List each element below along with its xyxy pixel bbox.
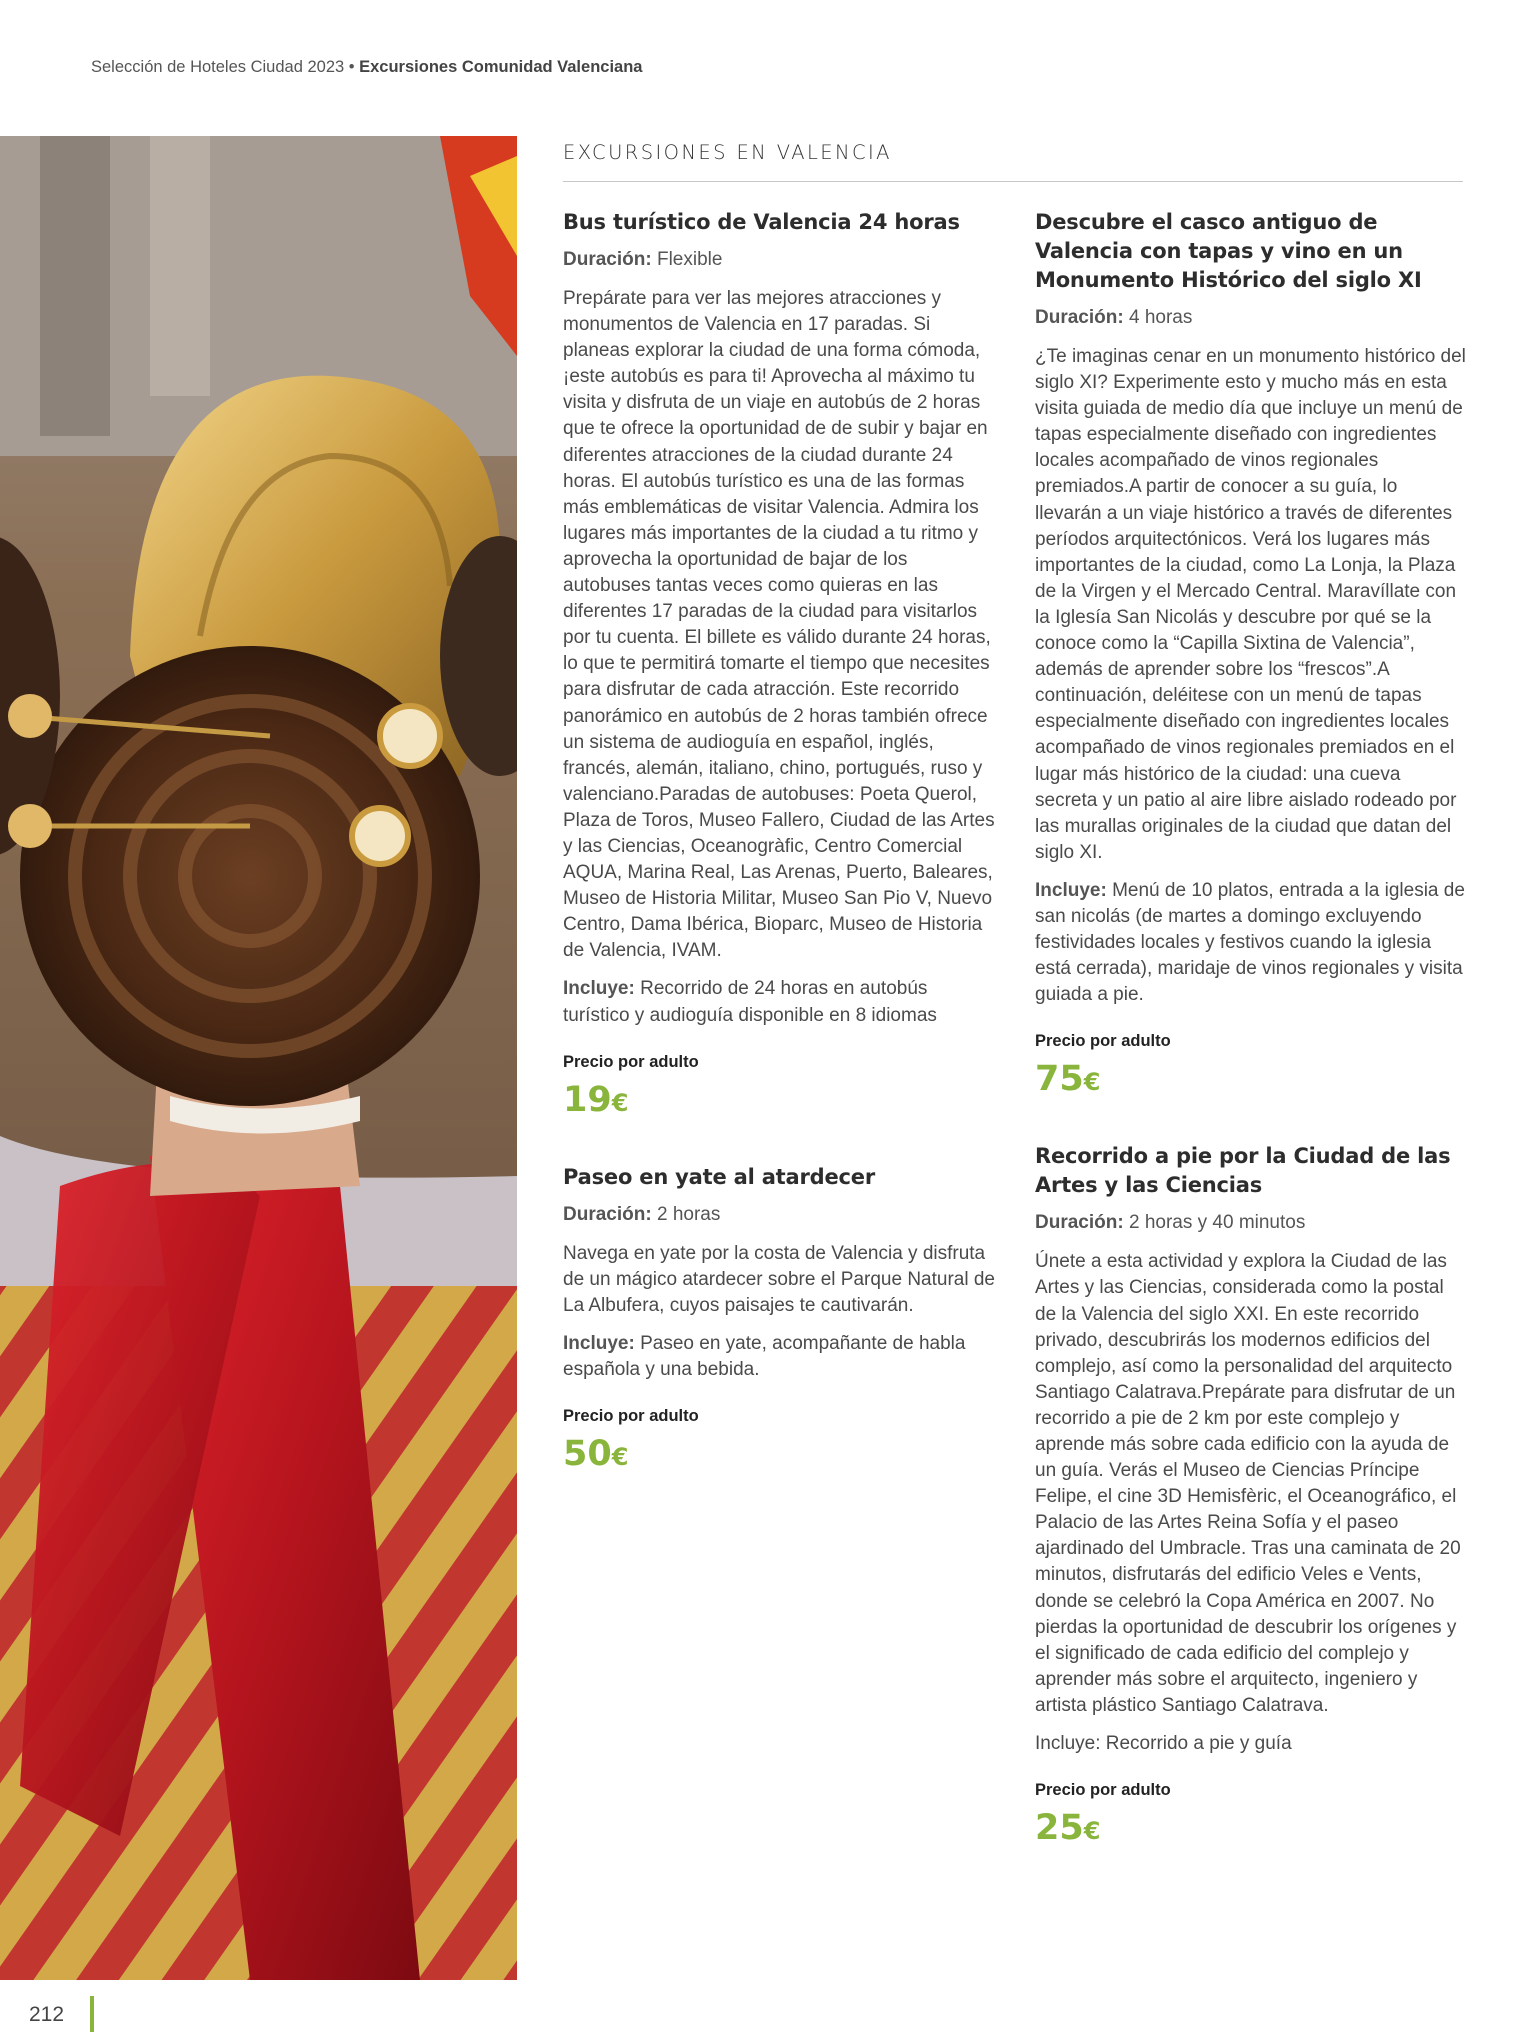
- excursion-duration: Duración: 2 horas: [563, 1203, 721, 1225]
- excursion-duration: Duración: 4 horas: [1035, 307, 1193, 328]
- price: 19€: [563, 1079, 629, 1120]
- price: 75€: [1035, 1059, 1101, 1100]
- excursion-duration: Duración: 2 horas y 40 minutos: [1035, 1212, 1306, 1234]
- excursion-card: [563, 208, 995, 1123]
- excursion-description: ¿Te imaginas cenar en un monumento histórico del siglo XI? Experimente esto y mucho más en esta visita guiada de medio día que incluye un menú de tapas especialmente diseñado con ingredientes locales acompañado de vinos regionales premiados.A partir de conocer a su guía, lo llevarán a un viaje histórico a través de diferentes períodos arquitectónicos. Verá los lugares más importantes de la ciudad, como La Lonja, la Plaza de la Virgen y el Mercado Central. Maravíllate con la Iglesía San Nicolás y descubre por qué se la conoce como la “Capilla Sixtina de Valencia”, además de aprender sobre los “frescos”.A continuación, deléitese con un menú de tapas especialmente diseñado con ingredientes locales acompañado de vinos regionales premiados en el lugar más histórico de la ciudad: una cueva secreta y un patio al aire libre aislado rodeado por las murallas originales de la ciudad que datan del siglo XI.: [1035, 346, 1466, 863]
- price-label: Precio por adulto: [563, 1407, 699, 1426]
- excursion-title: Paseo en yate al atardecer: [563, 1164, 875, 1189]
- excursion-description: Prepárate para ver las mejores atracciones y monumentos de Valencia en 17 paradas. Si planeas explorar la ciudad de una forma cómoda, ¡este autobús es para ti! Aprovecha al máximo tu visita y disfruta de un viaje en autobús de 2 horas que te ofrece la oportunidad de de subir y bajar en diferentes atracciones de la ciudad durante 24 horas. El autobús turístico es una de las formas más emblemáticas de visitar Valencia. Admira los lugares más importantes de la ciudad a tu ritmo y aprovecha la oportunidad de bajar de los autobuses tantas veces como quieras en las diferentes 17 paradas de la ciudad para visitarlos por tu cuenta. El billete es válido durante 24 horas, lo que te permitirá tomarte el tiempo que necesites para disfrutar de cada atracción. Este recorrido panorámico en autobús de 2 horas también ofrece un sistema de audioguía en español, inglés, francés, alemán, italiano, chino, portugués, ruso y valenciano.Paradas de autobuses: Poeta Querol, Plaza de Toros, Museo Fallero, Ciudad de las Artes y las Ciencias, Oceanogràfic, Centro Comercial AQUA, Marina Real, Las Arenas, Puerto, Baleares, Museo de Historia Militar, Museo San Pio V, Nuevo Centro, Dama Ibérica, Bioparc, Museo de Historia de Valencia, IVAM.: [563, 288, 995, 962]
- page-number-bar: [90, 1996, 94, 2032]
- price-label: Precio por adulto: [1035, 1032, 1171, 1051]
- section-divider: [563, 181, 1463, 182]
- price: 25€: [1035, 1808, 1101, 1849]
- right-column: [1035, 208, 1467, 1891]
- section-title: EXCURSIONES EN VALENCIA: [563, 141, 892, 164]
- price-label: Precio por adulto: [1035, 1781, 1171, 1800]
- excursion-title: Recorrido a pie por la Ciudad de las Artes y las Ciencias: [1035, 1144, 1451, 1198]
- excursion-title: Descubre el casco antiguo de Valencia con tapas y vino en un Monumento Histórico del siglo XI: [1035, 210, 1422, 292]
- excursion-includes: Incluye: Paseo en yate, acompañante de habla española y una bebida.: [563, 1332, 966, 1380]
- price: 50€: [563, 1434, 629, 1475]
- price-label: Precio por adulto: [563, 1052, 699, 1071]
- fallera-hairstyle-photo: [0, 136, 517, 1980]
- excursion-description: Únete a esta actividad y explora la Ciudad de las Artes y las Ciencias, considerada como la postal de la Valencia del siglo XXI. En este recorrido privado, descubrirás los modernos edificios del complejo, así como la personalidad del arquitecto Santiago Calatrava.Prepárate para disfrutar de un recorrido a pie de 2 km por este complejo y aprende más sobre cada edificio con la ayuda de un guía. Verás el Museo de Ciencias Príncipe Felipe, el cine 3D Hemisfèric, el Oceanográfico, el Palacio de las Artes Reina Sofía y el paseo ajardinado del Umbracle. Tras una caminata de 20 minutos, disfrutarás del edificio Veles e Vents, donde se celebró la Copa América en 2007. No pierdas la oportunidad de descubrir los orígenes y el significado de cada edificio del complejo y aprender más sobre el arquitecto, ingeniero y artista plástico Santiago Calatrava.: [1035, 1251, 1461, 1716]
- excursion-card: [1035, 208, 1467, 1102]
- excursion-card: [1035, 1142, 1467, 1851]
- left-column: [563, 208, 995, 1517]
- excursion-duration: Duración: Flexible: [563, 249, 723, 270]
- excursion-description: Navega en yate por la costa de Valencia y disfruta de un mágico atardecer sobre el Parque Natural de La Albufera, cuyos paisajes te cautivarán.: [563, 1242, 995, 1316]
- page-number: 212: [29, 2003, 65, 2026]
- excursion-title: Bus turístico de Valencia 24 horas: [563, 210, 960, 234]
- catalog-name: Selección de Hoteles Ciudad 2023: [91, 58, 345, 76]
- header-section: Excursiones Comunidad Valenciana: [359, 58, 643, 76]
- excursion-includes: Incluye: Recorrido a pie y guía: [1035, 1733, 1292, 1755]
- excursion-includes: Incluye: Menú de 10 platos, entrada a la iglesia de san nicolás (de martes a domingo excluyendo festividades locales y festivos cuando la iglesia está cerrada), maridaje de vinos regionales y visita guiada a pie.: [1035, 879, 1465, 1006]
- excursion-card: [563, 1163, 995, 1477]
- excursion-includes: Incluye: Recorrido de 24 horas en autobús turístico y audioguía disponible en 8 idiomas: [563, 978, 937, 1026]
- running-header: Selección de Hoteles Ciudad 2023 • Excursiones Comunidad Valenciana: [91, 58, 643, 76]
